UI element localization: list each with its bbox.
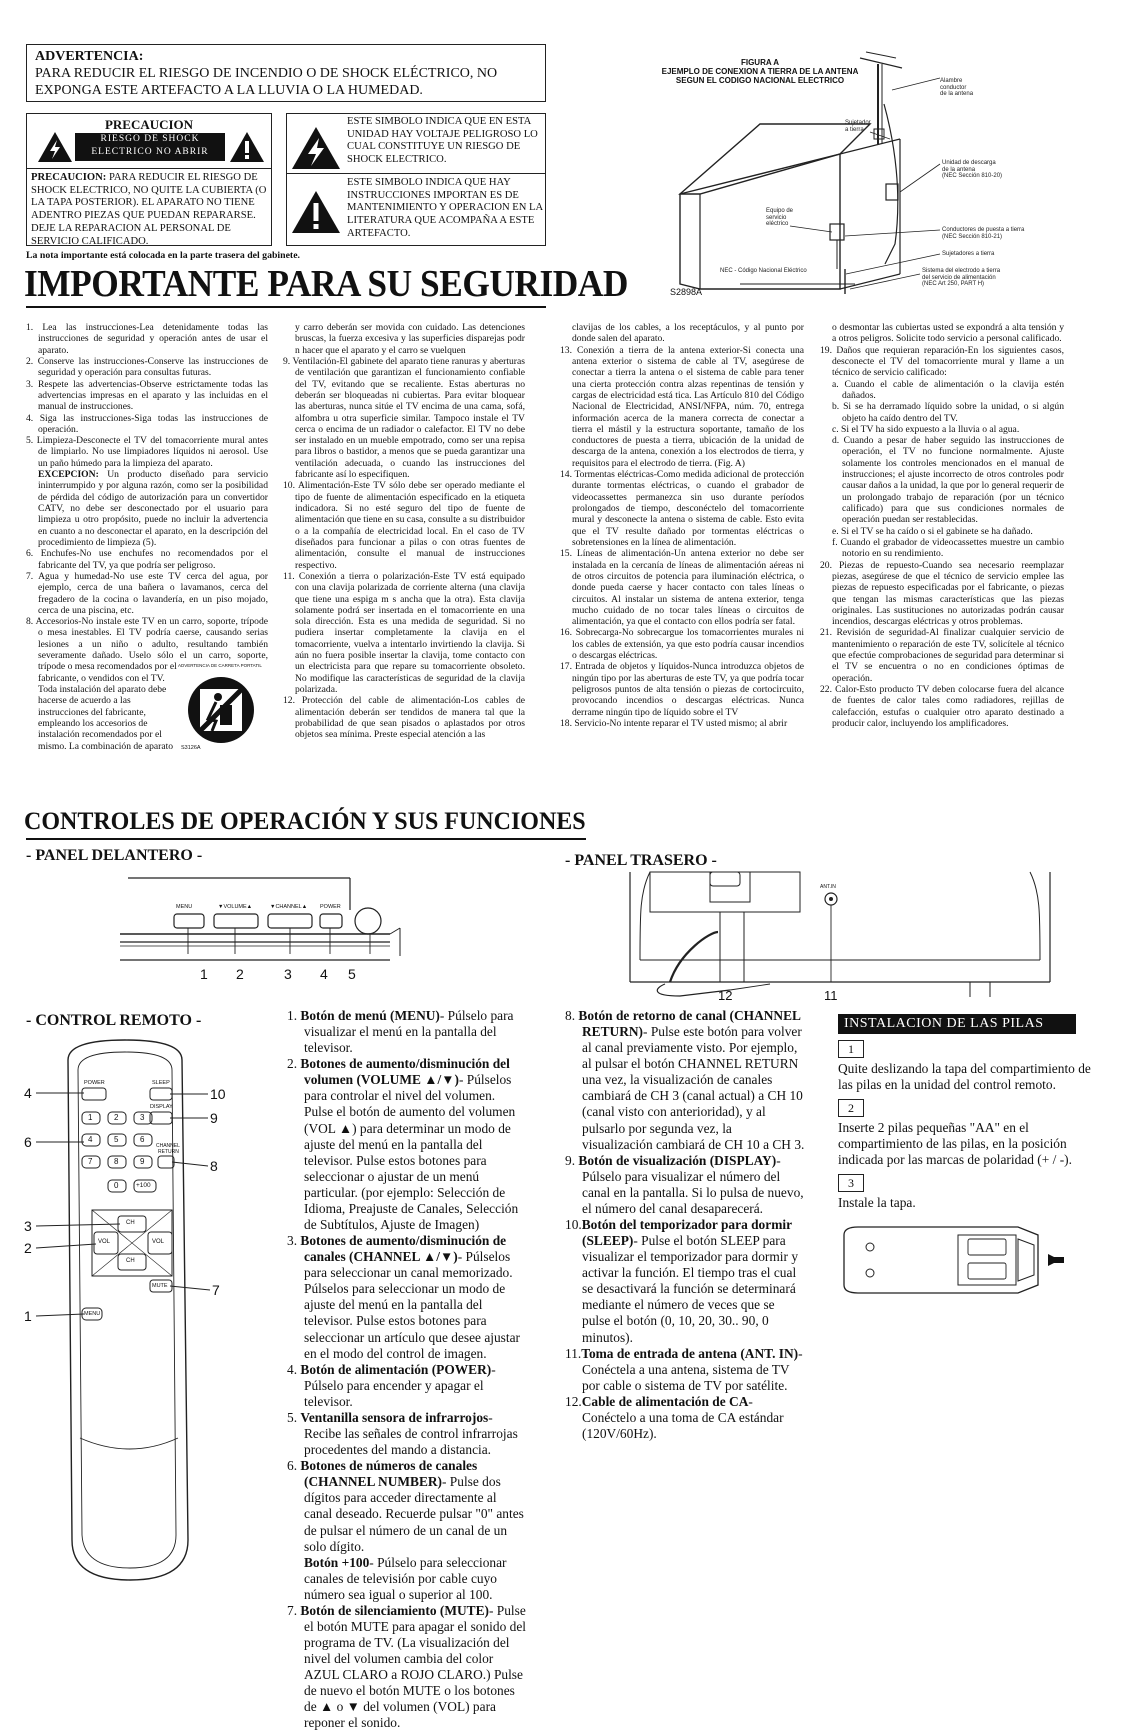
step-2-box: 2	[838, 1099, 864, 1117]
step-1-text: Quite deslizando la tapa del compartimiento de las pilas en la unidad del control remoto.	[838, 1061, 1091, 1093]
exclamation-symbol-text: ESTE SIMBOLO INDICA QUE HAY INSTRUCCIONES IMPORTAN ES DE MANTENIMIENTO Y OPERACION EN LA LITERATURA QUE ACOMPAÑA A ESTE ARTEFACTO.	[347, 177, 543, 239]
f7-text: - Pulse el botón MUTE para apagar el sonido del programa de TV. (La visualización del nivel del volumen cambia del color AZUL CLARO a ROJO CLARO.) Pulse de nuevo el botón MUTE o los botones de ▲ o ▼ del volumen (VOL) para reponer el sonido.	[304, 1602, 526, 1731]
callout-9: 9	[210, 1110, 218, 1126]
controls-title: CONTROLES DE OPERACIÓN Y SUS FUNCIONES	[24, 808, 586, 835]
lightning-warning-icon	[37, 131, 73, 163]
front-num-4: 4	[320, 966, 328, 982]
f4-text: - Púlselo para encender y apagar el televisor.	[304, 1361, 496, 1409]
figure-subtitle1: EJEMPLO DE CONEXION A TIERRA DE LA ANTENA	[661, 67, 859, 77]
callout-10: 10	[210, 1086, 226, 1102]
symbols-box	[286, 113, 546, 246]
safety.c1-item: 1. Lea las instrucciones-Lea detenidamente todas las instrucciones de seguridad y operación antes de usar el aparato.	[26, 322, 268, 356]
safety.c4b-item: 22. Calor-Esto producto TV deben colocarse fuera del alcance de fuentes de calor tales como radiadores, rejillas de calefacción, estufas o cualquier otro aparato destinado a producir calor, incluyendo los amplificadores.	[820, 684, 1064, 729]
f2-text: - Púlselos para controlar el nivel del volumen. Pulse el botón de aumento del volumen (VOL ▲) para determinar un modo de ajuste del menú en la pantalla del televisor. Pulse estos botones para seleccionar o ajustar de un menú particular. (por ejemplo: Selección de Idioma, Preajuste de Canales, Selección de Subtítulos, Ajuste de Imagen)	[304, 1072, 519, 1233]
caution-text	[31, 172, 269, 248]
label-sujetador1: Sujetador	[845, 120, 871, 126]
f9-title: Botón de visualización (DISPLAY)	[578, 1152, 777, 1168]
f9-text: - Púlselo para visualizar el número del canal en la pantalla. Si lo pulsa de nuevo, el número del canal desaparecerá.	[582, 1152, 804, 1216]
figure-subtitle2: SEGUN EL CODIGO NACIONAL ELECTRICO	[675, 76, 845, 86]
exclamation-warning-icon	[229, 131, 265, 163]
ch-down-label[interactable]: CH	[126, 1258, 135, 1264]
safety.c1b-item: 8. Accesorios-No instale este TV en un carro, soporte, trípode o mesa inestables. El TV podría caerse, causando serias lesiones a un niño o adulto, resultando también severamente dañado. Uselo sólo el un carro, soporte, trípode o mesa recomendados por el	[26, 616, 268, 673]
safety.c1b-item: 6. Enchufes-No use enchufes no recomendados por el fabricante del TV, ya que podría ser peligroso.	[26, 548, 268, 571]
safety.c2-item: 12. Protección del cable de alimentación-Los cables de alimentación deberán ser tendidos de manera tal que la probabilidad de que sean pisados o aplastados por otros objetos sea mínima. Preste especial atención a las	[283, 695, 525, 741]
remote-power-label: POWER	[84, 1080, 105, 1086]
safety-col-4	[820, 322, 1064, 729]
callout-7: 7	[212, 1282, 220, 1298]
key-2[interactable]: 2	[114, 1113, 119, 1122]
f7-title: Botón de silenciamiento (MUTE)	[300, 1602, 489, 1618]
front-panel-lines	[120, 878, 500, 988]
front-channel-label: ▼CHANNEL▲	[270, 904, 308, 910]
step-3-text: Instale la tapa.	[838, 1195, 916, 1211]
caution-title: PRECAUCION	[104, 117, 194, 132]
label-equipo1: Equipo de	[766, 208, 794, 214]
safety.c4-item: o desmontar las cubiertas usted se expondrá a alta tensión y a otros peligros. Solicite todo servicio a personal calificado.	[832, 322, 1064, 345]
f10-text: - Pulse el botón SLEEP para visualizar el temporizador para dormir y activar la función. El tiempo tras el cual se desactivará la función se determinará mediante el número de veces que se pulse el botón (0, 10, 20, 30.. 90, 0 minutos).	[582, 1233, 799, 1345]
safety.c2-item: 9. Ventilación-El gabinete del aparato tiene ranuras y aberturas de ventilación que garantizan el funcionamiento confiable del TV, evitando que se recaliente. Estas aberturas no deberán ser bloqueadas ni cubiertas. Para evitar bloquear las aberturas, nunca sitúe el TV encima de una cama, sofá, alfombra u otra superficie similar. Tampoco instale el TV cerca o encima de un radiador o calefactor. El TV no debe ser instalado en un mueble empotrado, como ser una repisa para libros o bastidor, a menos que se pueda garantizar una ventilación adecuada, o cuando las instrucciones del fabricante así lo especifiquen.	[283, 355, 525, 481]
exception-text: Un producto diseñado para servicio ininterrumpido y por alguna razón, como ser la posibilidad de pérdida del código de autorización para un convertidor CATV, no debe ser desconectado por el usuario para limpieza u otro propósito, puede no incluir la advertencia en cuanto a no desconectar el aparato, en la descripción del procedimiento de limpieza (5).	[38, 469, 268, 548]
label-conductor: conductor	[940, 84, 967, 91]
step-2-text: Inserte 2 pilas pequeñas "AA" en el compartimiento de las pilas, en la posición indicada por las marcas de polaridad (+ / -).	[838, 1120, 1072, 1168]
safety.c1-item: 4. Siga las instrucciones-Siga todas las instrucciones de operación.	[26, 412, 268, 435]
rear-note: La nota importante está colocada en la parte trasera del gabinete.	[26, 250, 300, 261]
lightning-symbol-icon	[291, 126, 341, 170]
battery-section	[838, 1014, 1100, 1300]
callout-2: 2	[24, 1240, 32, 1256]
mute-label[interactable]: MUTE	[152, 1283, 168, 1289]
f5-text: - Recibe las señales de control infrarrojas procedentes del mando a distancia.	[304, 1409, 518, 1458]
safety.c4_sub-item: c. Si el TV ha sido expuesto a la lluvia o al agua.	[832, 423, 1020, 435]
menu-label[interactable]: MENU	[84, 1311, 101, 1317]
f11-title: Toma de entrada de antena (ANT. IN)	[581, 1345, 799, 1361]
caution-box	[26, 113, 272, 246]
warning-text: PARA REDUCIR EL RIESGO DE INCENDIO O DE SHOCK ELÉCTRICO, NO EXPONGA ESTE ARTEFACTO A LA LLUVIA O LA HUMEDAD.	[35, 66, 498, 99]
key-0[interactable]: 0	[114, 1181, 119, 1190]
callout-4: 4	[24, 1085, 32, 1101]
cart-warning-icon	[186, 675, 256, 745]
f5-title: Ventanilla sensora de infrarrojos	[300, 1409, 489, 1425]
key-4[interactable]: 4	[88, 1135, 93, 1144]
safety.c4-item: 19. Daños que requieran reparación-En los siguientes casos, desconecte el TV del tomacorriente mural y llame a un técnico de servicio calificado:	[820, 344, 1064, 379]
front-num-5: 5	[348, 966, 356, 982]
key-5[interactable]: 5	[114, 1135, 119, 1144]
ant-in-label: ANT.IN	[820, 884, 836, 890]
back-panel-diagram	[610, 872, 1080, 1002]
f6b-title: Botón +100	[304, 1554, 370, 1570]
f1-text: - Púlselo para visualizar el menú en la pantalla del televisor.	[304, 1008, 514, 1056]
cart-code: S3126A	[181, 744, 201, 751]
step-3-box: 3	[838, 1174, 864, 1192]
front-num-1: 1	[200, 966, 208, 982]
safety.c1b-item: 7. Agua y humedad-No use este TV cerca del agua, por ejemplo, cerca de una bañera o lavamanos, cerca del fregadero de la cocina o lavandería, en un piso mojado, cerca de una piscina, etc.	[26, 570, 268, 616]
remote-channel-label: CHANNEL	[156, 1143, 180, 1149]
warning-title: ADVERTENCIA:	[35, 49, 144, 64]
exception-lead: EXCEPCION:	[38, 469, 99, 481]
callout-6: 6	[24, 1134, 32, 1150]
safety.c4_sub-item: a. Cuando el cable de alimentación o la clavija estén dañados.	[832, 378, 1064, 401]
lightning-symbol-text: ESTE SIMBOLO INDICA QUE EN ESTA UNIDAD HAY VOLTAJE PELIGROSO LO CUAL CONSTITUYE UN RIESGO DE SHOCK ELECTRICO.	[347, 116, 538, 166]
warning-box	[26, 44, 546, 102]
key-plus-100[interactable]: +100	[136, 1182, 151, 1189]
caution-banner	[35, 131, 265, 163]
label-unidad2: de la antena	[942, 166, 976, 173]
key-1[interactable]: 1	[88, 1113, 93, 1122]
safety.c4_sub-item: b. Si se ha derramado líquido sobre la unidad, o si algún objeto ha caído dentro del TV.	[832, 401, 1064, 424]
safety.c4b-item: 20. Piezas de repuesto-Cuando sea necesario reemplazar piezas, asegúrese de que el técnico de servicio emplee las piezas de repuesto especificadas por el fabricante, o piezas que tengan las mismas características que las piezas originales. Las sustituciones no autorizadas podrán causar incendios, descargas eléctricas y otros problemas.	[820, 559, 1064, 628]
f3-text: - Púlselos para seleccionar un canal memorizado. Púlselos para seleccionar un modo de ajuste del menú en la pantalla del televisor. Pulse estos botones para seleccionar un artículo que desee ajustar en el modo del control de imagen.	[304, 1249, 521, 1361]
functions-col-1: 1. Botón de menú (MENU)- Púlselo para visualizar el menú en la pantalla del televisor. 2. Botones de aumento/disminución del volumen (VOLUME ▲/▼)- Púlselos para controlar el nivel del volumen. Pulse el botón de aumento del volumen (VOL ▲) para determinar un modo de ajuste del menú en la pantalla del televisor. Pulse estos botones para seleccionar o ajustar de un menú particular. (por ejemplo: Selección de Idioma, Preajuste de Canales, Selección de Subtítulos, Ajuste de Imagen) 3. Botones de aumento/disminución de canales (CHANNEL ▲/▼)- Púlselos para seleccionar un canal memorizado. Púlselos para seleccionar un modo de ajuste del menú en la pantalla del televisor. Pulse estos botones para seleccionar un artículo que desee ajustar en el modo del control de imagen. 4. Botón de alimentación (POWER)- Púlselo para encender y apagar el televisor. 5. Ventanilla sensora de infrarrojos- Recibe las señales de control infrarrojas procedentes del mando a distancia. 6. Botones de números de canales (CHANNEL NUMBER)- Pulse dos dígitos para acceder directamente al canal deseado. Recuerde pulsar "0" antes de pulsar el número de un canal de un solo dígito. Botón +100- Púlselo para seleccionar canales de televisión por cable cuyo número sea igual o superior al 100. 7. Botón de silenciamiento (MUTE)- Pulse el botón MUTE para apagar el sonido del programa de TV. (La visualización del nivel del volumen cambia del color AZUL CLARO a ROJO CLARO.) Pulse de nuevo el botón MUTE o los botones de ▲ o ▼ del volumen (VOL) para reponer el sonido.	[287, 1008, 526, 1731]
safety.c2-item: 11. Conexión a tierra o polarización-Este TV está equipado con una clavija polarizada de corriente alterna (una clavija que tiene una espiga m s ancha que la otra). Esta clavija solamente podrá ser insertada en el tomacorriente en una sola dirección. Esta es una medida de seguridad. Si no pudiera insertar completamente la clavija en el tomacorriente, vuelva a intentarlo invirtiendo la clavija. Si aún no fuera posible insertar la clavija, tome contacto con un electricista para que repare su tomacorriente obsoleto. No modifique las características de seguridad de la clavija polarizada.	[283, 570, 525, 695]
f6b-text: - Púlselo para seleccionar canales de televisión por cable cuyo número sea igual o superior al 100.	[304, 1554, 507, 1602]
battery-title: INSTALACION DE LAS PILAS	[838, 1014, 1076, 1034]
label-nec: NEC - Código Nacional Eléctrico	[720, 268, 807, 274]
safety.c1-item: 2. Conserve las instrucciones-Conserve las instrucciones de seguridad y operación para consultas futuras.	[26, 355, 268, 379]
safety.c3-item: 17. Entrada de objetos y líquidos-Nunca introduzca objetos de ningún tipo por las aberturas de este TV, ya que podría tocar peligrosos puntos de alta tensión o piezas de cortocircuito, provocando incendios o descargas eléctricas. Nunca derrame ningún tipo de líquido sobre el TV	[560, 661, 804, 718]
f12-title: Cable de alimentación de CA	[581, 1393, 749, 1409]
label-sistema1: Sistema del electrodo a tierra	[922, 268, 1001, 274]
step-1-box: 1	[838, 1040, 864, 1058]
safety.c4_sub-item: f. Cuando el grabador de videocassettes muestre un cambio notorio en su rendimiento.	[832, 536, 1064, 560]
safety.c3-item: clavijas de los cables, a los receptáculos, y al punto por donde salen del aparato.	[572, 322, 804, 345]
caution-banner-block	[75, 133, 225, 161]
controls-rule	[26, 838, 586, 840]
ch-up-label[interactable]: CH	[126, 1220, 135, 1226]
exclamation-symbol-icon	[291, 190, 341, 234]
f10-title: Botón del temporizador para dormir (SLEEP)	[581, 1217, 792, 1249]
front-power-label: POWER	[320, 904, 341, 910]
safety.c4_sub-item: e. Si el TV se ha caído o si el gabinete se ha dañado.	[832, 525, 1033, 537]
label-equipo3: eléctrico	[766, 221, 789, 228]
cart-label: ADVERTENCIA DE CARRETA PORTATIL	[178, 662, 262, 668]
safety.c3-item: 18. Servicio-No intente reparar el TV usted mismo; al abrir	[560, 717, 788, 729]
item-8-wrap: fabricante, o vendidos con el TV. Toda instalación del aparato debe hacerse de acuerdo a las instrucciones del fabricante, empleando los accesorios de instalación recomendados por el mismo. La combinación de aparato	[38, 672, 174, 752]
front-panel-diagram	[120, 878, 500, 988]
f11-text: - Conéctela a una antena, sistema de TV por cable o sistema de TV por satélite.	[582, 1345, 803, 1393]
key-6[interactable]: 6	[140, 1135, 145, 1144]
label-sujetadores: Sujetadores a tierra	[942, 251, 995, 257]
title-rule	[26, 306, 546, 308]
safety.c4_sub-item: d. Cuando a pesar de haber seguido las instrucciones de operación, el TV no funcione normalmente. Ajuste solamente los controles mencionados en el manual de instrucciones; el ajuste incorrecto de otros controles podr causar daños a la unidad, la que por lo general requerir de un prolongado trabajo de reparación (por un técnico calificado) para que sus condiciones normales de operación puedan ser restablecidas.	[832, 435, 1064, 526]
back-num-11: 11	[824, 988, 838, 1003]
safety.c3-item: 16. Sobrecarga-No sobrecargue los tomacorrientes murales ni los cables de extensión, ya que esto podría causar incendios o descargas eléctricas.	[560, 627, 804, 662]
back-num-12: 12	[718, 988, 733, 1003]
f8-title: Botón de retorno de canal (CHANNEL RETURN)	[578, 1008, 801, 1040]
battery-compartment-icon	[838, 1225, 1073, 1295]
remote-title: - CONTROL REMOTO -	[26, 1012, 202, 1029]
f12-text: - Conéctelo a una toma de CA estándar (120V/60Hz).	[582, 1393, 784, 1442]
label-sistema2: del servicio de alimentación	[922, 274, 996, 281]
key-7[interactable]: 7	[88, 1157, 93, 1166]
label-conductores2: (NEC Sección 810-21)	[942, 233, 1003, 240]
safety.c3-item: 14. Tormentas eléctricas-Como medida adicional de protección durante tormentas eléctricas, o cuando el grabador de videocassettes permanezca sin uso durante períodos prolongados de tiempo, desconéctelo del tomacorriente mural y desconecte la antena o sistema de cable. Esto evita que el TV resulte dañado por tormentas eléctricas o sobretensiones en la línea de alimentación.	[560, 469, 804, 548]
remote-sleep-label: SLEEP	[152, 1080, 170, 1086]
callout-8: 8	[210, 1158, 218, 1174]
label-sistema3: (NEC Art 250, PART H)	[922, 281, 985, 288]
antenna-grounding-diagram	[640, 44, 1100, 299]
figure-title: FIGURA A	[740, 58, 780, 67]
label-conductores1: Conductores de puesta a tierra	[942, 227, 1025, 233]
label-unidad3: (NEC Sección 810-20)	[942, 173, 1003, 180]
callout-3: 3	[24, 1218, 32, 1234]
safety-col-1	[26, 322, 268, 759]
front-num-2: 2	[236, 966, 244, 982]
figure-code: S2898A	[670, 287, 703, 297]
safety.c4b-item: 21. Revisión de seguridad-Al finalizar cualquier servicio de mantenimiento o reparación de este TV, solicítele al técnico que efectúe comprobaciones de seguridad para determinar si el TV se encuentra o no en condiciones óptimas de operación.	[820, 627, 1065, 684]
label-sujetador2: a tierra	[845, 126, 864, 133]
vol-down-label[interactable]: VOL	[98, 1239, 111, 1245]
front-volume-label: ▼VOLUME▲	[218, 904, 253, 910]
f2-title: Botones de aumento/disminución del volumen (VOLUME ▲/▼)	[300, 1056, 510, 1088]
callout-1: 1	[24, 1308, 32, 1324]
front-menu-label: MENU	[176, 904, 193, 910]
main-title: IMPORTANTE PARA SU SEGURIDAD	[24, 263, 628, 305]
label-antena: de la antena	[940, 91, 974, 98]
caution-body: PARA REDUCIR EL RIESGO DE SHOCK ELECTRICO, NO QUITE LA CUBIERTA (O LA TAPA POSTERIOR). EL APARATO NO TIENE ADENTRO PIEZAS QUE PUEDAN REPARARSE. DEJE LA REPARACION AL PERSONAL DE SERVICIO CALIFICADO.	[31, 172, 267, 247]
f4-title: Botón de alimentación (POWER)	[300, 1361, 492, 1377]
back-panel-lines	[610, 872, 1080, 1002]
key-8[interactable]: 8	[114, 1157, 119, 1166]
safety.c1-item: 5. Limpieza-Desconecte el TV del tomacorriente mural antes de limpiarlo. No use limpiadores líquidos ni aerosol. Use un paño húmedo para la limpieza del aparato.	[26, 435, 268, 469]
safety-col-3	[560, 322, 804, 729]
back-panel-title: - PANEL TRASERO -	[565, 852, 717, 869]
caution-lead: PRECAUCION:	[31, 172, 107, 183]
safety.c2-item: y carro deberán ser movida con cuidado. Las detenciones bruscas, la fuerza excesiva y las superficies disparejas podr n hacer que el aparato y el carro se vuelquen	[295, 322, 525, 356]
label-alambre: Alambre	[940, 78, 963, 84]
antenna-figure	[640, 44, 1100, 299]
safety.c2-item: 10. Alimentación-Este TV sólo debe ser operado mediante el tipo de fuente de alimentación especificado en la etiqueta indicadora. Si no esté seguro del tipo de fuente de alimentación que tiene en su casa, consulte a su distribuidor o a la compañía de electricidad local. En el caso de TV diseñados para funcionar a pilas o con otras fuentes de alimentación, consulte el manual de instrucciones respectivo.	[283, 480, 525, 571]
banner-line2: ELECTRICO NO ABRIR	[91, 147, 209, 157]
safety.c3-item: 15. Líneas de alimentación-Un antena exterior no debe ser instalada en la cercanía de líneas de alimentación aéreas ni de otros circuitos de potencia para iluminación eléctrica, o donde pueda caerse y hacer contacto con tales líneas o circuitos. Al instalar un sistema de antena exterior, tenga mucho cuidado de no tocar tales líneas o circuitos de alimentación, ya que el contacto con ellos podría ser fatal.	[560, 548, 804, 628]
safety.c1-item: 3. Respete las advertencias-Observe estrictamente todas las advertencias impresas en el aparato y las incluidas en el manual de instrucciones.	[26, 378, 268, 413]
safety.c3-item: 13. Conexión a tierra de la antena exterior-Si conecta una antena exterior o sistema de cable al TV, asegúrese de conectar a tierra la antena o el sistema de cable para tener una cierta protección contra alzas repentinas de tensión y cargas de electricidad está tica. Las Artículo 810 del Código Nacional de Electricidad, ANSI/NFPA, núm. 70, entrega información acerca de la manera correcta de conectar a tierra el mástil y la estructura soportante, tamaño de los conductores de puesta a tierra, ubicación de la unidad de descarga de la antena, conexión a los electrodos de tierra, y requisitos para el electrodo de tierra. (Fig. A)	[560, 344, 804, 469]
functions-col-2: 8. Botón de retorno de canal (CHANNEL RETURN)- Pulse este botón para volver al canal previamente visto. Por ejemplo, al pulsar el botón CHANNEL RETURN una vez, la visualización de canales cambiará de CH 3 (canal actual) a CH 10 (canal visto con anterioridad), y al pulsarlo por segunda vez, la visualización cambiará de CH 10 a CH 3. 9. Botón de visualización (DISPLAY)- Púlselo para visualizar el número del canal en la pantalla. Si lo pulsa de nuevo, el número del canal desaparecerá. 10.Botón del temporizador para dormir (SLEEP)- Pulse el botón SLEEP para visualizar el temporizador para dormir y activar la función. El tiempo tras el cual se desactivará la función se determinará mediante el número de veces que se pulse el botón (0, 10, 20, 30.. 90, 0 minutos). 11.Toma de entrada de antena (ANT. IN)- Conéctela a una antena, sistema de TV por cable o sistema de TV por satélite. 12.Cable de alimentación de CA- Conéctelo a una toma de CA estándar (120V/60Hz).	[565, 1008, 805, 1442]
f6-title: Botones de números de canales (CHANNEL NUMBER)	[300, 1458, 478, 1490]
f1-title: Botón de menú (MENU)	[300, 1008, 440, 1023]
remote-display-label: DISPLAY	[150, 1104, 173, 1110]
key-3[interactable]: 3	[140, 1113, 145, 1122]
f6-text: - Pulse dos dígitos para acceder directamente al canal deseado. Recuerde pulsar "0" antes de pulsar el número de un canal de un solo dígito.	[304, 1474, 524, 1554]
vol-up-label[interactable]: VOL	[152, 1239, 165, 1245]
label-unidad1: Unidad de descarga	[942, 160, 996, 166]
safety-col-2	[283, 322, 525, 741]
f3-title: Botones de aumento/disminución de canales (CHANNEL ▲/▼)	[300, 1233, 507, 1265]
front-panel-title: - PANEL DELANTERO -	[26, 847, 203, 864]
f8-text: - Pulse este botón para volver al canal previamente visto. Por ejemplo, al pulsar el botón CHANNEL RETURN una vez, la visualización de canales cambiará de CH 3 (canal actual) a CH 10 (canal visto con anterioridad), y al pulsarlo por segunda vez, la visualización cambiará de CH 10 a CH 3.	[582, 1024, 805, 1152]
remote-return-label: RETURN	[158, 1149, 179, 1155]
remote-diagram	[20, 1040, 265, 1585]
banner-line1: RIESGO DE SHOCK	[100, 134, 200, 144]
front-num-3: 3	[284, 966, 292, 982]
key-9[interactable]: 9	[140, 1157, 145, 1166]
label-equipo2: servicio	[766, 214, 787, 221]
